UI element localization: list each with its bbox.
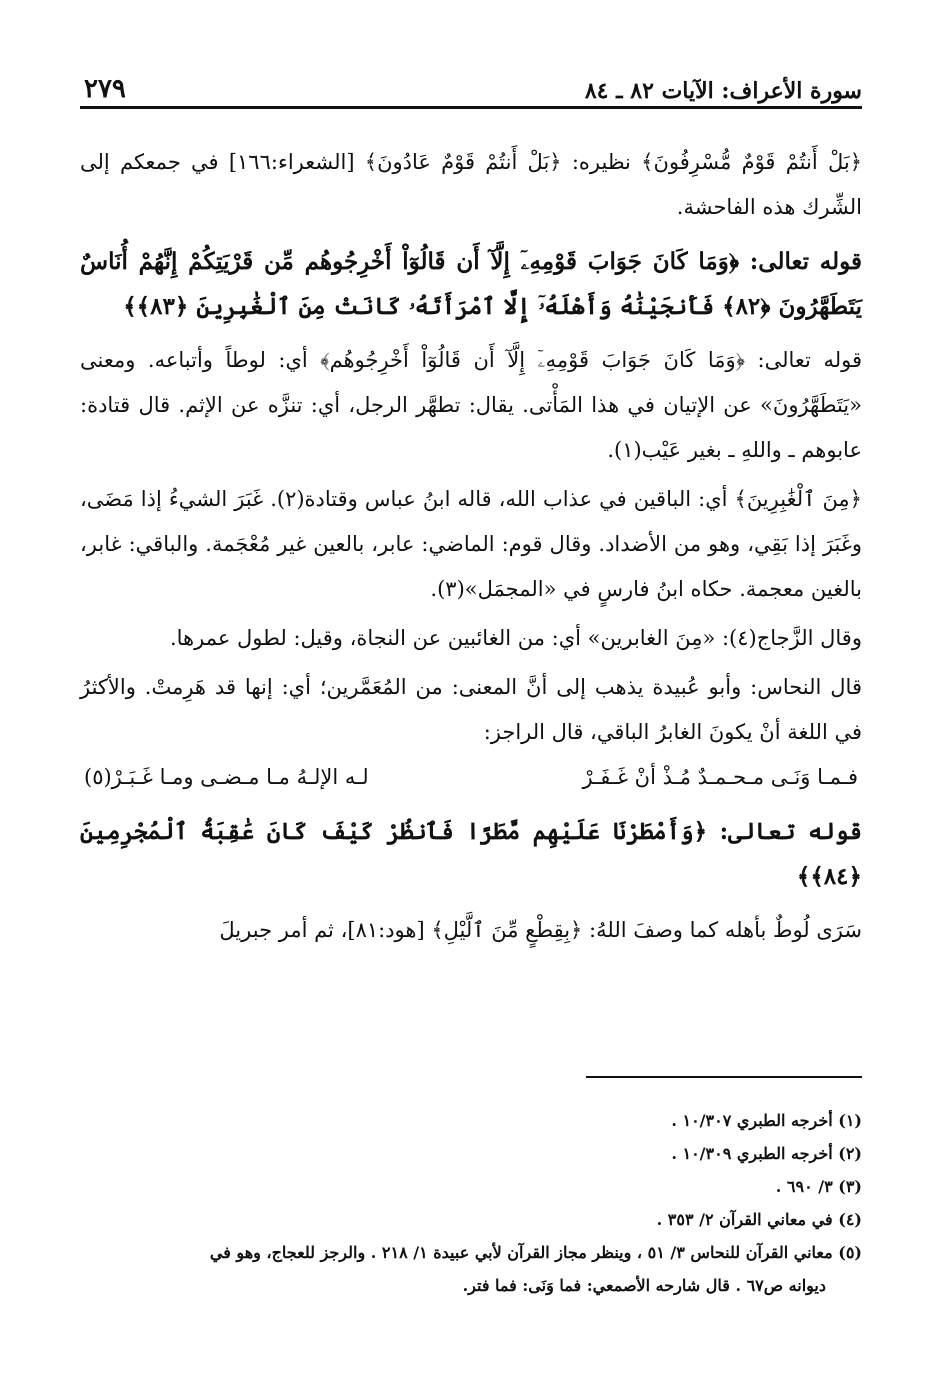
poem-verse [80,755,862,800]
poem-hemistich-left: لـه الإلـهُ مـا مـضـى ومـا غَـبَـرْ(٥) [84,765,369,789]
paragraph-4: وقال الزَّجاج(٤): «مِنَ الغابرين» أي: من الغائبين عن النجاة، وقيل: لطول عمرها. [169,626,862,650]
paragraph-3: ﴿مِنَ ٱلْغَٰبِرِينَ﴾ أي: الباقين في عذاب الله، قاله ابنُ عباس وقتادة(٢). غَبَرَ الشيءُ إذا مَضَى، وغَبَرَ إذا بَقِي، وهو من الأضداد. وقال قوم: الماضي: عابر، بالعين غير مُعْجَمة. والباقي: غابر، بالغين معجمة. حكاه ابنُ فارسٍ في «المجمَل»(٣). [80,487,862,601]
paragraph-1: ﴿بَلْ أَنتُمْ قَوْمٌ مُّسْرِفُونَ﴾ نظيره: ﴿بَلْ أَنتُمْ قَوْمٌ عَادُونَ﴾ [الشعراء:١٦٦] في جمعكم إلى الشِّرك هذه الفاحشة. [80,150,862,219]
footnote-rule [586,1076,862,1078]
footnote-5-continued: ديوانه ص٦٧ . قال شارحه الأصمعي: فما وَنَى: فما فتر. [462,1276,826,1295]
main-text [80,140,862,953]
footnote-2: (٢) أخرجه الطبري ١٠/٣٠٩ . [671,1144,862,1163]
paragraph-2: قوله تعالى: ﴿وَمَا كَانَ جَوَابَ قَوْمِهِۦٓ إِلَّآ أَن قَالُوٓاْ أَخْرِجُوهُم﴾ أي: لوطاً وأتباعه. ومعنى «يَتَطَهَّرُونَ» عن الإتيان في هذا المَأْتى. يقال: تطهَّر الرجل، أي: تنزَّه عن الإثم. قال قتادة: عابوهم ـ واللهِ ـ بغير عَيْب(١). [80,348,862,462]
paragraph-6: سَرَى لُوطٌ بأهله كما وصفَ اللهُ: ﴿بِقِطْعٍ مِّنَ ٱلَّيْلِ﴾ [هود:٨١]، ثم أمر جبريلَ [219,918,862,942]
verse-block-2: قوله تعالى: ﴿وَأَمْطَرْنَا عَلَيْهِم مَّطَرًا فَٱنظُرْ كَيْفَ كَانَ عَٰقِبَةُ ٱلْمُجْرِمِينَ ﴿٨٤﴾﴾ [80,818,862,890]
footnote-1: (١) أخرجه الطبري ١٠/٣٠٧ . [671,1111,862,1130]
page-header [84,66,862,104]
header-rule [80,106,862,109]
footnote-3: (٣) ٣/ ٦٩٠ . [775,1177,862,1196]
footnotes [80,1104,862,1302]
footnote-5: (٥) معاني القرآن للنحاس ٣/ ٥١ ، وينظر مجاز القرآن لأبي عبيدة ١/ ٢١٨ . والرجز للعجاج، وهو في [209,1243,862,1262]
poem-hemistich-right: فـمـا وَنَـى مـحـمـدٌ مُـذْ أنْ غَـفَـرْ [582,765,858,789]
page-number: ٢٧٩ [84,74,126,104]
running-title: سورة الأعراف: الآيات ٨٢ ـ ٨٤ [584,78,862,104]
footnote-4: (٤) في معاني القرآن ٢/ ٣٥٣ . [656,1210,862,1229]
paragraph-5: قال النحاس: وأبو عُبيدة يذهب إلى أنَّ المعنى: من المُعَمَّرين؛ أي: إنها قد هَرِمتْ. والأكثرُ في اللغة أنْ يكونَ الغابرُ الباقي، قال الراجز: [80,675,862,744]
verse-block-1: قوله تعالى: ﴿وَمَا كَانَ جَوَابَ قَوْمِهِۦٓ إِلَّآ أَن قَالُوٓاْ أَخْرِجُوهُم مِّن قَرْيَتِكُمْ إِنَّهُمْ أُنَاسٌ يَتَطَهَّرُونَ ﴿٨٢﴾ فَأَنجَيْنَٰهُ وَأَهْلَهُۥٓ إِلَّا ٱمْرَأَتَهُۥ كَانَتْ مِنَ ٱلْغَٰبِرِينَ ﴿٨٣﴾﴾ [80,248,862,320]
